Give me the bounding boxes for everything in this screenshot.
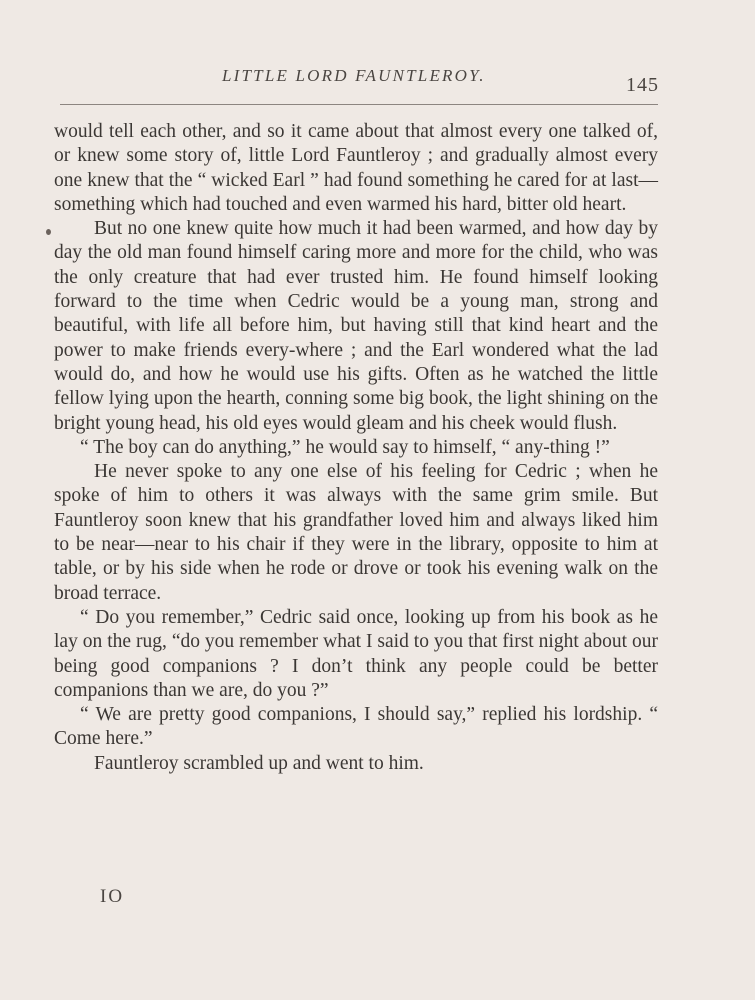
body-text (54, 120, 658, 776)
paragraph-3: “ The boy can do anything,” he would say to himself, “ any-thing !” (80, 436, 610, 458)
header-rule (60, 104, 658, 105)
running-title: LITTLE LORD FAUNTLEROY. (222, 66, 486, 85)
margin-mark (46, 229, 51, 235)
paragraph-4: He never spoke to any one else of his feeling for Cedric ; when he spoke of him to others it was always with the same grim smile. But Fauntleroy soon knew that his grandfather loved him and always liked him to be near—near to his chair if they were in the library, opposite to him at table, or by his side when he rode or drove or took his evening walk on the broad terrace. (54, 461, 658, 604)
paragraph-2: But no one knew quite how much it had been warmed, and how day by day the old man found himself caring more and more for the child, who was the only creature that had ever trusted him. He found himself looking forward to the time when Cedric would be a young man, strong and beautiful, with life all before him, but having still that kind heart and the power to make friends every-where ; and the Earl wondered what the lad would do, and how he would use his gifts. Often as he watched the little fellow lying upon the hearth, conning some big book, the light shining on the bright young head, his old eyes would gleam and his cheek would flush. (54, 218, 658, 434)
paragraph-1: would tell each other, and so it came about that almost every one talked of, or knew some story of, little Lord Fauntleroy ; and gradually almost every one knew that the “ wicked Earl ” had found something he cared for at last—something which had touched and even warmed his hard, bitter old heart. (54, 121, 658, 215)
paragraph-7: Fauntleroy scrambled up and went to him. (94, 752, 424, 774)
page-number: 145 (626, 74, 659, 96)
paragraph-5: “ Do you remember,” Cedric said once, looking up from his book as he lay on the rug, “do you remember what I said to you that first night about our being good companions ? I don’t think any people could be better companions than we are, do you ?” (54, 606, 658, 701)
signature-mark: IO (100, 886, 125, 907)
paragraph-6: “ We are pretty good companions, I should say,” replied his lordship. “ Come here.” (54, 704, 658, 750)
